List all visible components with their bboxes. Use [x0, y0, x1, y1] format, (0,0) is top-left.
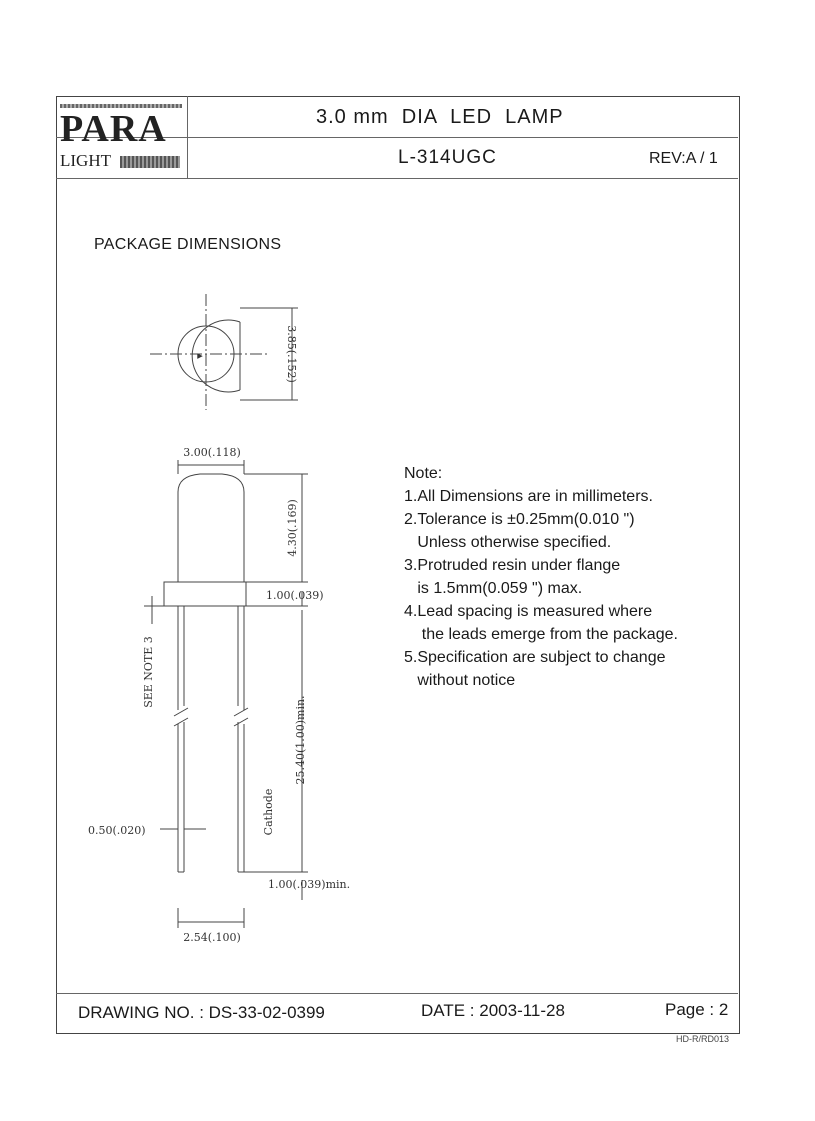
part-number: L-314UGC [398, 147, 497, 168]
dim-top-height: 3.85(.152) [285, 325, 298, 383]
note-line: Unless otherwise specified. [404, 534, 612, 551]
note-line: is 1.5mm(0.059 ") max. [404, 580, 583, 597]
dim-body-height: 4.30(.169) [286, 499, 299, 557]
dim-lead-spacing: 2.54(.100) [183, 931, 241, 944]
dim-body-width: 3.00(.118) [183, 446, 241, 459]
see-note-label: SEE NOTE 3 [142, 636, 155, 708]
led-body [178, 474, 244, 582]
note-line: without notice [404, 672, 516, 689]
dim-lead-width: 0.50(.020) [88, 824, 146, 837]
note-line: 3.Protruded resin under flange [404, 557, 621, 574]
led-flange [164, 582, 246, 606]
note-line: 1.All Dimensions are in millimeters. [404, 488, 653, 505]
top-view-marker: ▸ [197, 349, 203, 362]
revision-label: REV:A / 1 [649, 150, 718, 167]
dim-lead-length: 25.40(1.00)min. [294, 695, 307, 785]
dim-lead-end: 1.00(.039)min. [268, 878, 351, 891]
section-title: PACKAGE DIMENSIONS [94, 236, 282, 253]
form-code: HD-R/RD013 [676, 1034, 730, 1044]
logo-subtext: LIGHT [60, 151, 111, 170]
dim-flange: 1.00(.039) [266, 589, 324, 602]
notes-block [404, 462, 678, 692]
note-line: 5.Specification are subject to change [404, 649, 666, 666]
note-line: 2.Tolerance is ±0.25mm(0.010 ") [404, 511, 635, 528]
drawing-number: DRAWING NO. : DS-33-02-0399 [78, 1003, 325, 1022]
note-line: 4.Lead spacing is measured where [404, 603, 653, 620]
drawing-date: DATE : 2003-11-28 [421, 1001, 565, 1020]
note-line: the leads emerge from the package. [404, 626, 678, 643]
cathode-label: Cathode [262, 788, 275, 836]
notes-heading: Note: [404, 465, 443, 482]
page-number: Page : 2 [665, 1000, 729, 1019]
document-title: 3.0 mm DIA LED LAMP [316, 106, 564, 128]
logo-text: PARA [60, 108, 167, 150]
